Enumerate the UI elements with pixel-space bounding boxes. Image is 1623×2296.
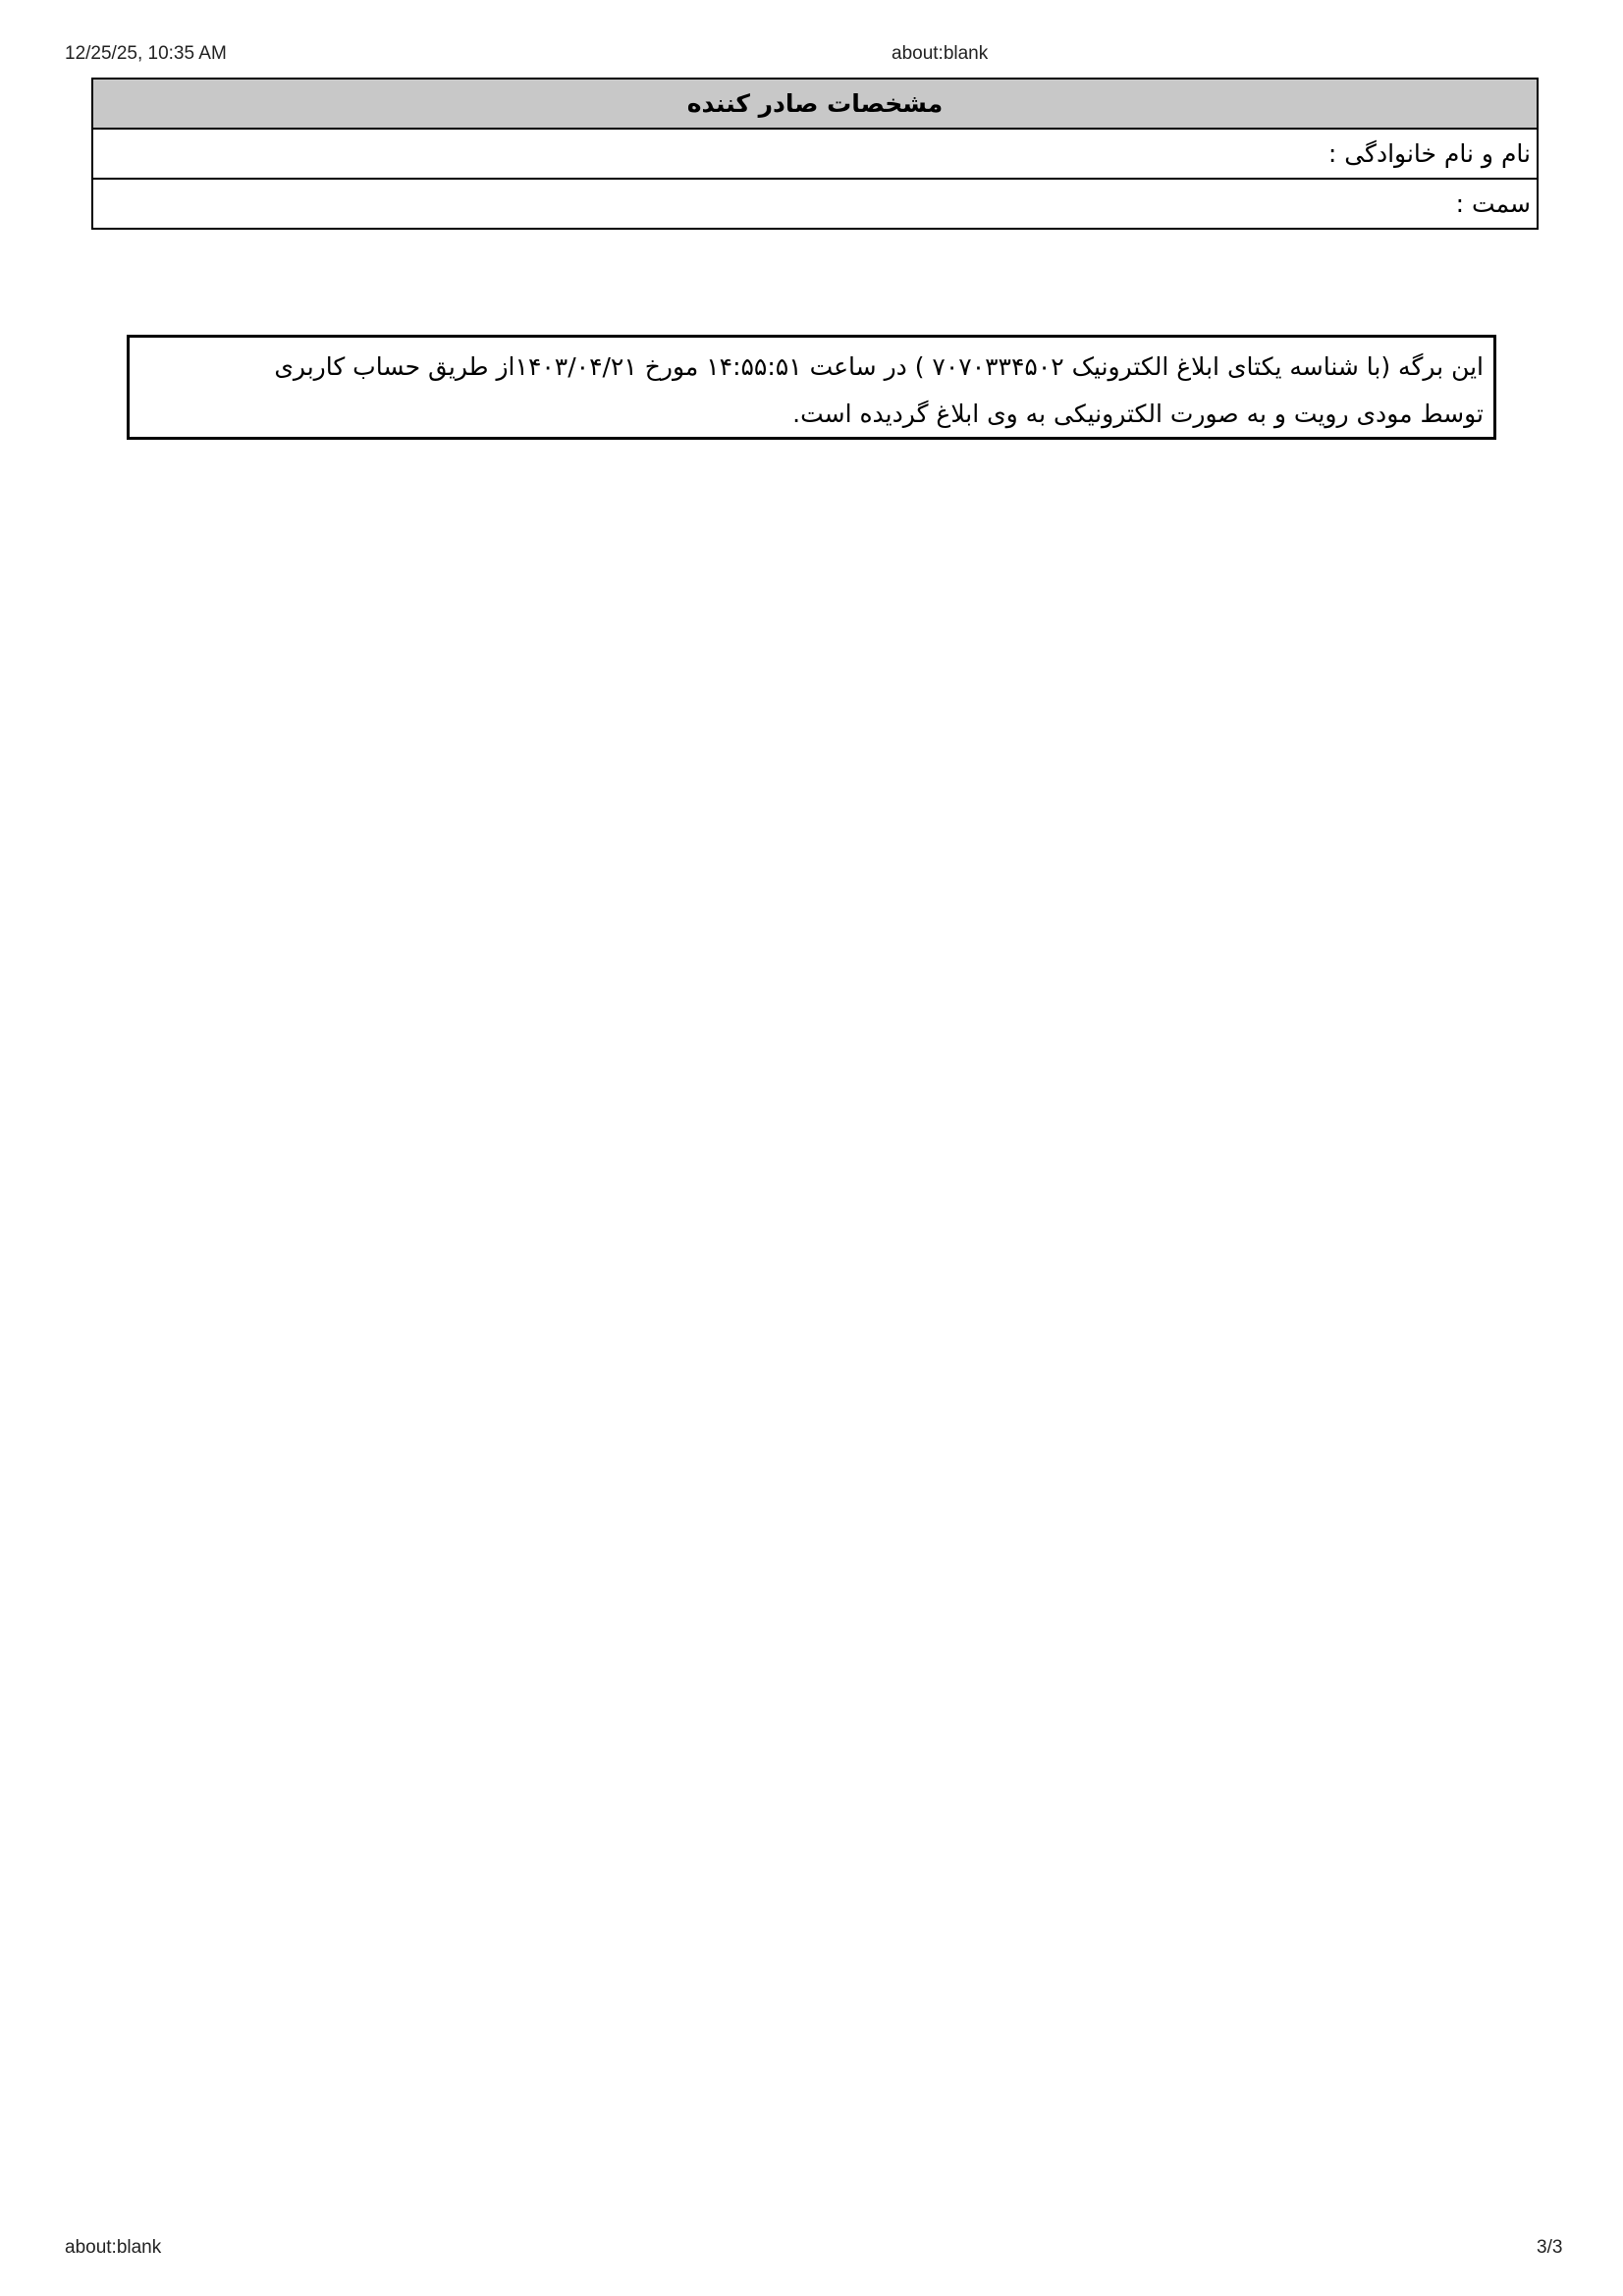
issuer-name-label: نام و نام خانوادگی : xyxy=(92,129,1538,179)
print-datetime: 12/25/25, 10:35 AM xyxy=(65,43,227,64)
notice-line-1: این برگه (با شناسه یکتای ابلاغ الکترونیک ۷۰۷۰۳۳۴۵۰۲ ) در ساعت ۱۴:۵۵:۵۱ مورخ ۱۴۰۳/۰۴/۲۱از طریق حساب کاربری xyxy=(274,352,1484,381)
print-footer-url: about:blank xyxy=(65,2237,162,2258)
issuer-details-table xyxy=(91,78,1539,230)
issuer-title: مشخصات صادر کننده xyxy=(92,79,1538,129)
print-header-url: about:blank xyxy=(892,43,989,64)
issuer-position-row xyxy=(92,179,1538,229)
print-page-number: 3/3 xyxy=(1537,2237,1563,2258)
issuer-name-row xyxy=(92,129,1538,179)
electronic-notice-box xyxy=(127,335,1496,440)
issuer-title-row xyxy=(92,79,1538,129)
issuer-position-label: سمت : xyxy=(92,179,1538,229)
notice-line-2: توسط مودی رویت و به صورت الکترونیکی به وی ابلاغ گردیده است. xyxy=(792,400,1484,428)
